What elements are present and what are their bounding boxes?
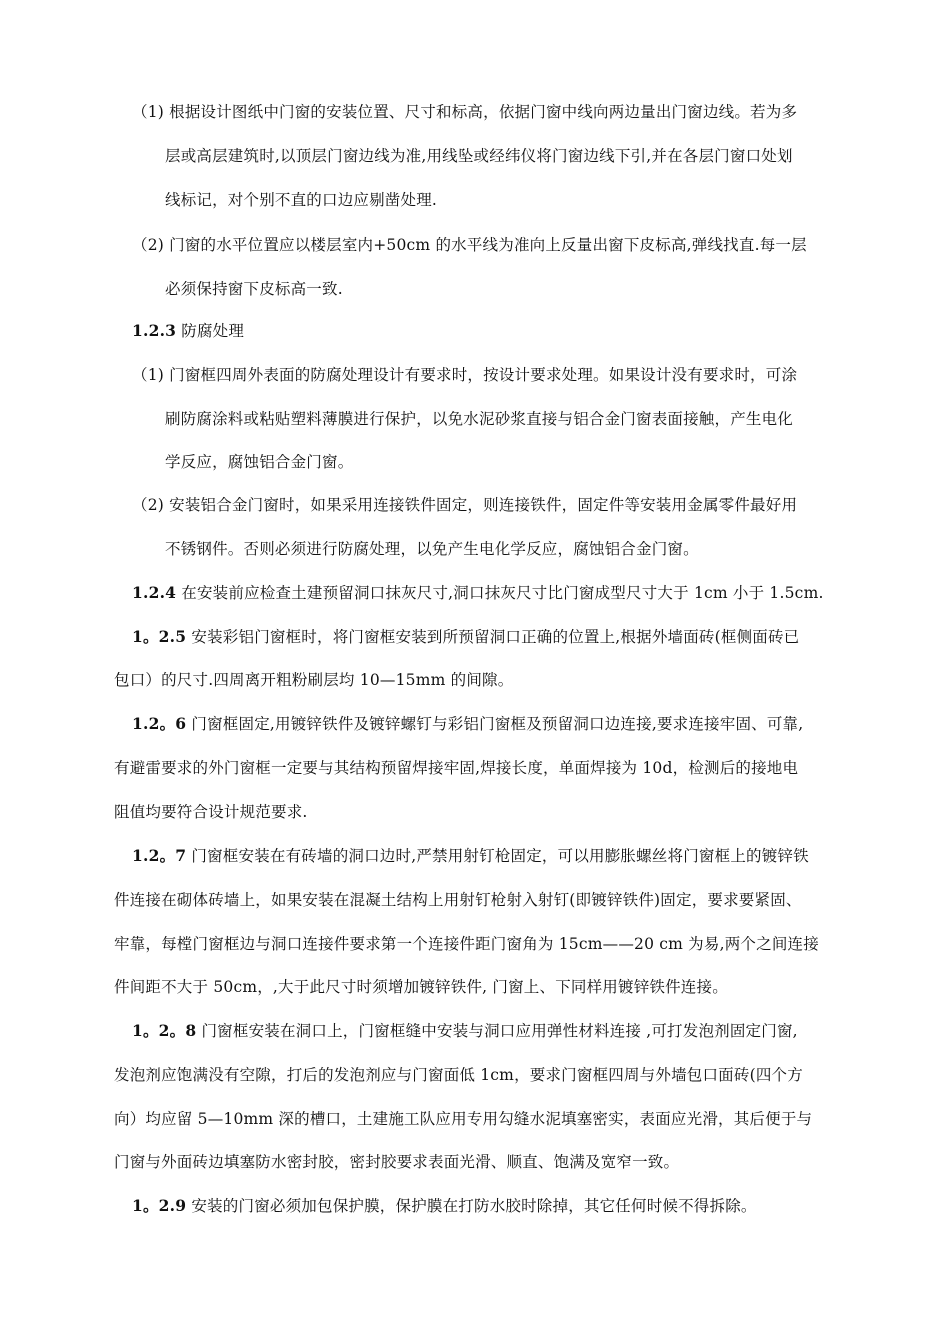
paragraph-4-line-2: 不锈钢件。否则必须进行防腐处理，以免产生电化学反应，腐蚀铝合金门窗。: [165, 540, 699, 558]
paragraph-1-line-1: （1) 根据设计图纸中门窗的安装位置、尺寸和标高，依据门窗中线向两边量出门窗边线。若为多: [132, 103, 798, 121]
section-1-2-7-line-4: 件间距不大于 50cm，,大于此尺寸时须增加镀锌铁件, 门窗上、下同样用镀锌铁件连接。: [114, 978, 728, 996]
section-1-2-4-line-1: [132, 583, 824, 603]
section-1-2-7-line-2: 件连接在砌体砖墙上，如果安装在混凝土结构上用射钉枪射入射钉(即镀锌铁件)固定，要求要紧固、: [114, 891, 802, 909]
paragraph-3-line-2: 刷防腐涂料或粘贴塑料薄膜进行保护，以免水泥砂浆直接与铝合金门窗表面接触，产生电化: [165, 410, 794, 428]
paragraph-2-line-1: （2) 门窗的水平位置应以楼层室内+50cm 的水平线为准向上反量出窗下皮标高,弹线找直.每一层: [132, 236, 807, 254]
section-1-2-8-line-1: [132, 1021, 798, 1041]
section-text: 安装彩铝门窗框时，将门窗框安装到所预留洞口正确的位置上,根据外墙面砖(框侧面砖已: [186, 628, 800, 646]
section-1-2-6-line-3: 阻值均要符合设计规范要求.: [114, 803, 308, 821]
section-1-2-9-line-1: [132, 1196, 757, 1216]
section-1-2-7-line-1: [132, 846, 809, 866]
paragraph-3-line-1: （1) 门窗框四周外表面的防腐处理设计有要求时，按设计要求处理。如果设计没有要求时，可涂: [132, 366, 798, 384]
section-heading-1-2-3: [132, 321, 244, 341]
section-text: 门窗框安装在有砖墙的洞口边时,严禁用射钉枪固定，可以用膨胀螺丝将门窗框上的镀锌铁: [186, 847, 809, 865]
section-1-2-6-line-2: 有避雷要求的外门窗框一定要与其结构预留焊接牢固,焊接长度，单面焊接为 10d，检测后的接地电: [114, 759, 799, 777]
paragraph-4-line-1: （2) 安装铝合金门窗时，如果采用连接铁件固定，则连接铁件，固定件等安装用金属零件最好用: [132, 496, 798, 514]
section-text: 安装的门窗必须加包保护膜，保护膜在打防水胶时除掉，其它任何时候不得拆除。: [186, 1197, 757, 1215]
paragraph-3-line-3: 学反应，腐蚀铝合金门窗。: [165, 453, 354, 471]
section-number: 1.2.4: [132, 583, 177, 602]
section-1-2-5-line-2: 包口）的尺寸.四周离开粗粉刷层均 10—15mm 的间隙。: [114, 671, 514, 689]
section-number: 1。2.5: [132, 627, 187, 646]
paragraph-1-line-3: 线标记，对个别不直的口边应剔凿处理.: [165, 191, 438, 209]
section-1-2-5-line-1: [132, 627, 799, 647]
section-1-2-7-line-3: 牢靠，每樘门窗框边与洞口连接件要求第一个连接件距门窗角为 15cm——20 cm 为易,两个之间连接: [114, 935, 819, 953]
section-1-2-8-line-3: 向）均应留 5—10mm 深的槽口，土建施工队应用专用勾缝水泥填塞密实，表面应光滑，其后便于与: [114, 1110, 813, 1128]
section-1-2-8-line-4: 门窗与外面砖边填塞防水密封胶，密封胶要求表面光滑、顺直、饱满及宽窄一致。: [114, 1153, 680, 1171]
section-number: 1。2。8: [132, 1021, 197, 1040]
section-title: 防腐处理: [176, 322, 245, 340]
section-text: 门窗框固定,用镀锌铁件及镀锌螺钉与彩铝门窗框及预留洞口边连接,要求连接牢固、可靠,: [186, 715, 804, 733]
section-text: 门窗框安装在洞口上，门窗框缝中安装与洞口应用弹性材料连接 ,可打发泡剂固定门窗,: [196, 1022, 798, 1040]
section-number: 1.2.3: [132, 321, 177, 340]
paragraph-1-line-2: 层或高层建筑时,以顶层门窗边线为准,用线坠或经纬仪将门窗边线下引,并在各层门窗口处划: [165, 147, 793, 165]
section-1-2-8-line-2: 发泡剂应饱满没有空隙，打后的发泡剂应与门窗面低 1cm，要求门窗框四周与外墙包口面砖(四个方: [114, 1066, 803, 1084]
paragraph-2-line-2: 必须保持窗下皮标高一致.: [165, 280, 343, 298]
section-number: 1。2.9: [132, 1196, 187, 1215]
section-number: 1.2。7: [132, 846, 187, 865]
section-1-2-6-line-1: [132, 714, 803, 734]
section-number: 1.2。6: [132, 714, 187, 733]
section-text: 在安装前应检查土建预留洞口抹灰尺寸,洞口抹灰尺寸比门窗成型尺寸大于 1cm 小于 1.5cm.: [176, 584, 824, 602]
